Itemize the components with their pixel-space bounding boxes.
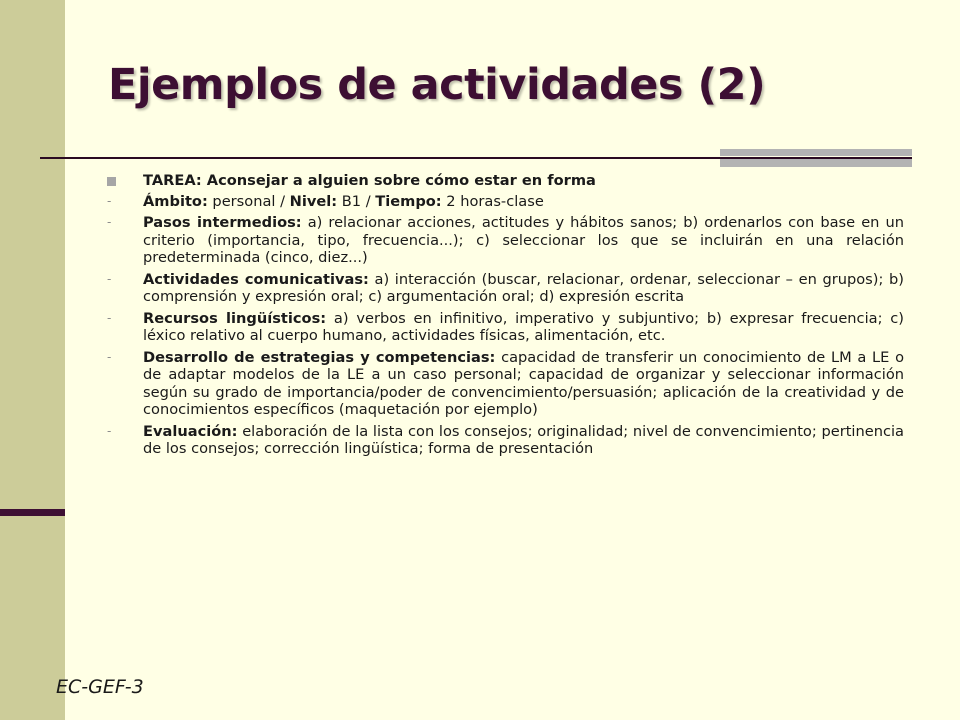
item-label: Pasos intermedios: [143,214,302,231]
ambito-value: personal / [207,192,290,210]
tiempo-value: 2 horas-clase [441,192,544,210]
dash-bullet: - [107,349,112,364]
list-item-actividades [107,271,904,306]
ambito-label: Ámbito: [143,192,208,210]
slide-title: Ejemplos de actividades (2) [108,60,766,110]
dash-bullet: - [107,271,112,286]
item-text: capacidad de transferir un conocimiento de LM a LE o de adaptar modelos de la LE a un caso personal; capacidad de organizar y seleccionar información según su grado de importancia/poder de convencimiento/persuasión; aplicación de la creatividad y de conocimientos específicos (maquetación por ejemplo) [143,348,904,418]
dash-bullet: - [107,310,112,325]
item-text: a) interacción (buscar, relacionar, ordenar, seleccionar – en grupos); b) comprensión y expresión oral; c) argumentación oral; d) expresión escrita [143,270,904,305]
slide-footer-code: EC-GEF-3 [56,676,144,698]
divider-accent [720,149,912,167]
left-band-mark [0,509,65,516]
dash-bullet: - [107,215,112,229]
list-item-ambito [107,193,904,211]
item-label: Evaluación: [143,422,238,440]
nivel-value: B1 / [337,192,376,210]
slide-content [107,172,904,462]
nivel-label: Nivel: [289,192,338,210]
item-text: elaboración de la lista con los consejos; originalidad; nivel de convencimiento; pertinencia de los consejos; corrección lingüística; forma de presentación [143,422,904,457]
task-item [107,172,904,190]
list-item-desarrollo [107,349,904,419]
left-decorative-band [0,0,65,720]
item-label: Desarrollo de estrategias y competencias: [143,348,496,366]
dash-bullet: - [107,423,112,438]
item-text: a) verbos en infinitivo, imperativo y subjuntivo; b) expresar frecuencia; c) léxico relativo al cuerpo humano, actividades físicas, alimentación, etc. [143,309,904,344]
item-label: Recursos lingüísticos: [143,309,327,327]
dash-bullet: - [107,193,112,208]
task-label: TAREA: Aconsejar a alguien sobre cómo estar en forma [143,172,596,189]
item-text: a) relacionar acciones, actitudes y hábitos sanos; b) ordenarlos con base en un criterio (importancia, tipo, frecuencia...); c) seleccionar los que se incluirán en una relación predeterminada (cinco, diez...) [143,214,904,266]
item-label: Actividades comunicativas: [143,270,369,288]
list-item-evaluacion [107,423,904,458]
tiempo-label: Tiempo: [375,192,442,210]
list-item-recursos [107,310,904,345]
list-item-pasos [107,214,904,267]
square-bullet-icon [107,177,116,186]
